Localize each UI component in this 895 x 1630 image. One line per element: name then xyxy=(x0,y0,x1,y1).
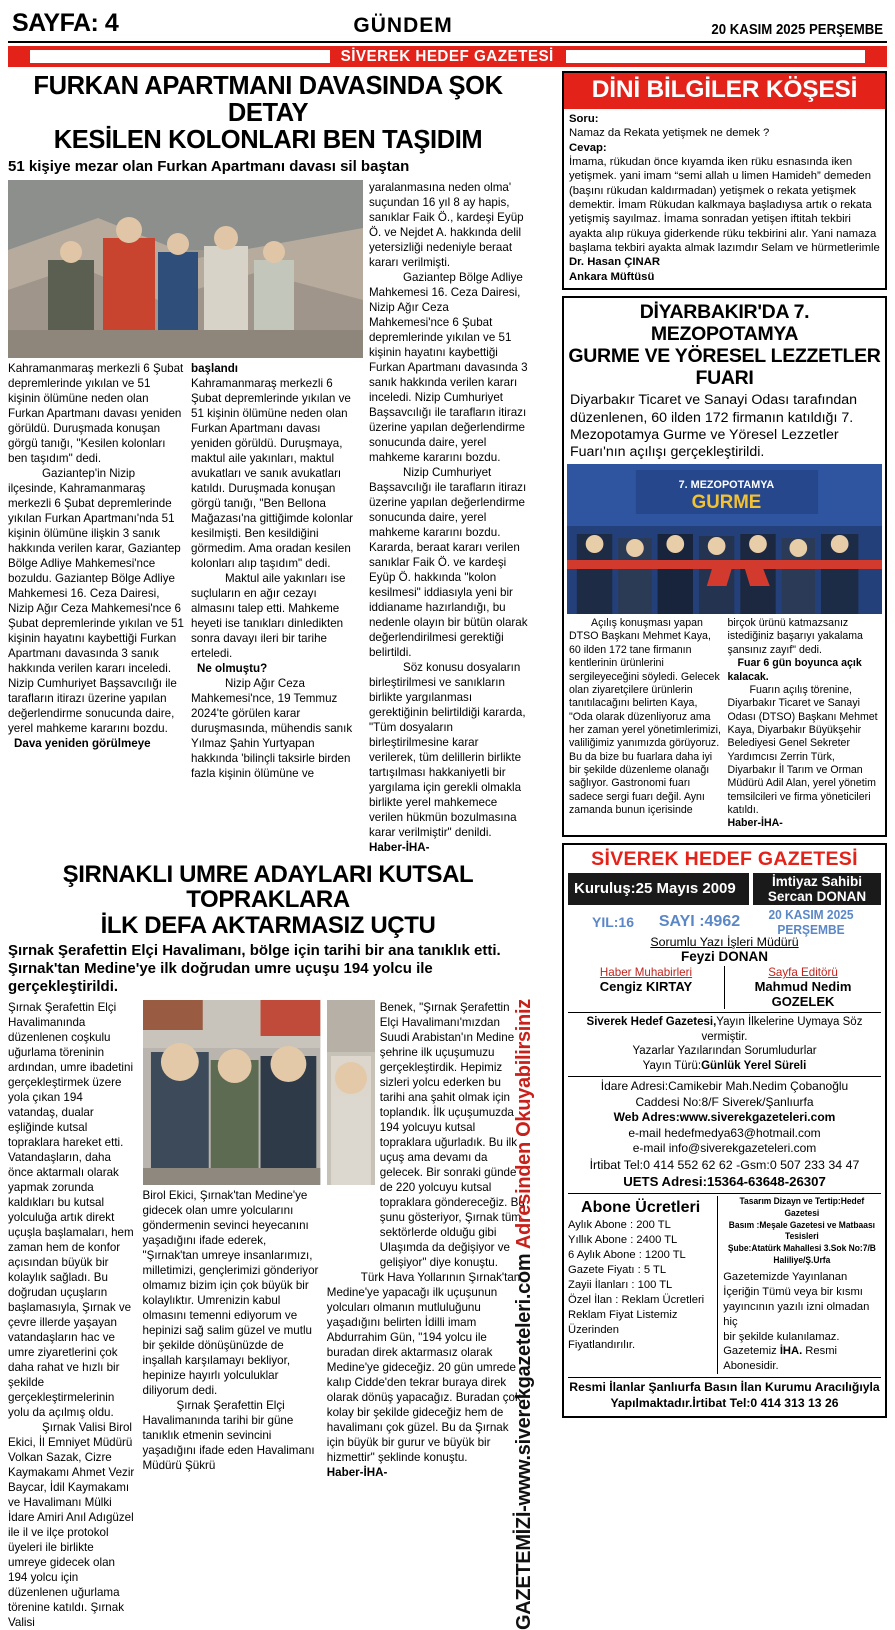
imprint-pledge-rest: Yayın İlkelerine Uymaya Söz vermiştir. xyxy=(701,1016,863,1043)
umre-side-photo xyxy=(327,1000,375,1185)
imprint-reporters-name: Cengiz KIRTAY xyxy=(599,979,693,995)
promo-vertical-text xyxy=(513,999,536,1630)
furkan-col-3 xyxy=(369,180,528,855)
article-umre-photo xyxy=(143,1000,320,1185)
headline-line-1: FURKAN APARTMANI DAVASINDA ŞOK DETAY xyxy=(33,72,503,128)
right-column xyxy=(513,71,887,1630)
imprint-year: YIL:16 xyxy=(591,914,634,931)
headline-line-2: KESİLEN KOLONLARI BEN TAŞIDIM xyxy=(53,126,483,155)
subscription-row: Fiyatlandırılır. xyxy=(568,1339,636,1352)
subscription-row: Yıllık Abone : 2400 TL xyxy=(568,1234,678,1247)
umre-col3-textwrap xyxy=(380,1000,528,1270)
umre-col3-top xyxy=(327,1000,528,1270)
iha-prefix: Gazetemiz xyxy=(723,1345,780,1358)
imprint-pledge-line1 xyxy=(568,1015,881,1044)
furkan-col1-p1: Kahramanmaraş merkezli 6 Şubat depremlerinde yıkılan ve 51 kişinin ölümüne neden olan Furkan Apartmanı davası yeniden görüldü. Duruşmada konuşan görgü tanığı, "Kesilen kolonları ben taşıdım" dedi. xyxy=(8,362,184,466)
diyarbakir-col2-p2: Fuarın açılış törenine, Diyarbakır Ticaret ve Sanayi Odası (DTSO) Başkanı Mehmet Kaya, Diyarbakır Büyükşehir Belediyesi Genel Sekreter Yardımcısı Zerrin Türk, Diyarbakır İl Tarım ve Orman Müdürü Adil Alan, yerel yönetim temsilcileri ve firma yöneticileri katıldı. xyxy=(727,683,878,816)
article-furkan-headline xyxy=(8,73,528,154)
imprint-divider-3 xyxy=(568,1193,881,1194)
left-column xyxy=(8,71,528,1630)
dini-body xyxy=(564,109,885,288)
imprint-editor-name: Feyzi DONAN xyxy=(680,949,768,965)
umre-col3-p1: Benek, "Şırnak Şerafettin Elçi Havalimanı'mızdan Suudi Arabistan'ın Medine şehrine ilk uçuşumuzu gerçekleştirdik. Hepimiz sizleri yolcu ederken bu tarihi ana şahit olmak için toplandık. İlk uçuşumuzda 194 yolcuyu kutsal topraklara uğurladık. Bu ilk uçuş ama devamı da gelecek. Bir sonraki günde de 220 yolcuyu kutsal topraklara göndereceğiz. Bu şunu gösteriyor, Şırnak tüm sektörlerde olduğu gibi Ulaşımda da değişiyor ve gelişiyor" diye konuştu. xyxy=(379,1001,525,1270)
imprint-address-line2: Caddesi No:8/F Siverek/Şanlıurfa xyxy=(635,1094,814,1109)
umre-col3-p2 xyxy=(327,1270,528,1465)
umre-col1-p1: Şırnak Şerafettin Elçi Havalimanında düzenlenen coşkulu uğurlama töreninin ardından, umre ibadetini gerçekleştirmek üzere yola çıkan 194 vatandaş, dualar eşliğinde kutsal topraklara hareket etti. Vatandaşların, daha önce aktarmalı olarak yapmak zorunda kaldıkları bu kutsal yolculuğa artık direkt uçuşla başlamaları, hem zaman hem de konfor açısından büyük bir kolaylık sağladı. Bu doğrudan uçuşların başlamasıyla, Şırnak ve çevre illerde yaşayan vatandaşların hac ve umre ziyaretlerini çok daha rahat ve hızlı bir şekilde gerçekleştirmelerinin yolu da açılmış oldu. xyxy=(8,1001,134,1420)
official-ads-line-2: Yapılmaktadır.İrtibat Tel:0 414 313 13 26 xyxy=(610,1395,839,1410)
article-umre-deck: Şırnak Şerafettin Elçi Havalimanı, bölge için tarihi bir ana tanıklık etti. Şırnak'tan Medine'ye ilk doğrudan umre uçuşu 194 yolcu ile gerçekleştirildi. xyxy=(8,942,501,996)
umre-col3-p2-text: Türk Hava Yollarının Şırnak'tan Medine'ye yapacağı ilk uçuşunun yolcuları olmanın mutluluğunu yaşadığını belirten İdilli imam Abdurrahim Gün, "194 yolcu ile buradan direk aktarmasız olarak Medine'ye gideceğiz. 20 gün umrede kalıp Cidde'den tekrar buraya direk olarak dönüş yapacağız. Buradan çok kolay bir şekilde gideceğiz hem de havalimanı çok güzel. Bu da Şırnak için büyük bir gurur ve büyük bir hizmettir" şeklinde konuştu. xyxy=(326,1271,521,1465)
diyarbakir-col2-p1: birçok ürünü katmazsanız istediğiniz başarıyı yakalama şansınız zayıf" dedi. xyxy=(727,617,863,656)
svg-text:7. MEZOPOTAMYA: 7. MEZOPOTAMYA xyxy=(678,479,775,492)
copyright-line-3: yayıncının yazılı izni olmadan hiç xyxy=(723,1301,870,1328)
umre-col1-p2: Şırnak Valisi Birol Ekici, İl Emniyet Müdürü Volkan Sazak, Cizre Kaymakamı Ahmet Vezir Baycar, İdil Kaymakamı ve Havalimanı Mülki İdare Amiri Anıl Adıgüzel ile il ve ilçe protokol üyeleri ile birlikte umreye gidecek olan 194 yolcu için düzenlenen uğurlama törenine katıldı. Şırnak Valisi xyxy=(8,1421,135,1630)
dini-answer: İmama, rükudan önce kıyamda iken rüku esnasında iken yetişmek. yani imam “semi allah u limen Hamideh” demeden (başını rükudan kaldırmadan) yetişmek o rekata yetişmek demektir. İmam Rükudan kalkmaya başladıysa artık o rekata yetişmiş sayılmaz. İmama sonradan yetişen iftitah tekbiri ayakta alıp rükuya giderkende rüku tekbirini alır. Yani namaza başlama tekbiri ayakta almak lazımdır Selam ve hürmetlerimle xyxy=(569,156,880,255)
page-main xyxy=(8,71,887,1630)
imprint-editor-label-u: Sorumlu Yazı İşleri Müdürü xyxy=(650,935,799,950)
copyright-line-2: İçeriğin Tümü veya bir kısmı xyxy=(723,1286,863,1299)
header-date: 20 KASIM 2025 PERŞEMBE xyxy=(711,21,883,38)
imprint-reporters xyxy=(568,966,725,1009)
imprint-address-line1: İdare Adresi:Camikebir Mah.Nedim Çobanoğlu xyxy=(600,1079,849,1094)
imprint-reporters-label: Haber Muhabirleri xyxy=(599,966,693,980)
diyarbakir-photo xyxy=(567,464,882,614)
diyarbakir-col2-bold: Fuar 6 gün boyunca açık kalacak. xyxy=(727,657,862,683)
article-furkan xyxy=(8,73,528,855)
diyarbakir-col-1 xyxy=(569,617,722,831)
article-furkan-photo xyxy=(8,180,363,358)
umre-col-2 xyxy=(143,1000,320,1630)
subscription-title: Abone Ücretleri xyxy=(581,1199,701,1217)
imprint-divider-2 xyxy=(568,1076,881,1077)
umre-col2-p1: Birol Ekici, Şırnak'tan Medine'ye gidecek olan umre yolcularını göndermenin sevinci heyecanını yaşadığını ifade ederek, "Şırnak'tan umreye insanlarımızı, milletimizi, gençlerimizi gönderiyor olmamız bizim için çok büyük bir kolaylıktır. Umrenizin kabul olmasını temenni ediyorum ve hepinizi sağ salim güzel ve mutlu bir şekilde dönüşünüzde de inşallah karşılamayı bekliyor, hepinize hayırlı yolculuklar diliyorum dedi. xyxy=(142,1189,319,1398)
furkan-col2-boldstart: başlandı xyxy=(191,362,239,376)
promo-red-text: Adresinden Okuyabilirsiniz xyxy=(513,999,535,1250)
subscription-row: Gazete Fiyatı : 5 TL xyxy=(568,1264,667,1277)
article-umre-headline xyxy=(8,862,528,938)
imprint-owner-label: İmtiyaz Sahibi xyxy=(771,873,863,889)
dini-title: DİNİ BİLGİLER KÖŞESİ xyxy=(564,73,885,109)
diyarbakir-credit: Haber-İHA- xyxy=(727,817,783,830)
section-title: GÜNDEM xyxy=(353,14,453,37)
imprint-title: SİVEREK HEDEF GAZETESİ xyxy=(591,847,858,870)
diyarbakir-columns xyxy=(564,614,885,835)
imprint-owner-name: Sercan DONAN xyxy=(767,888,867,904)
subscription-list xyxy=(568,1218,713,1353)
dini-answer-label: Cevap: xyxy=(569,141,607,154)
diyarbakir-col1-p1: Açılış konuşması yapan DTSO Başkanı Mehmet Kaya, 60 ilden 172 tane firmanın kentlerinin ürünlerini sergileyeceğini söyledi. Gelecek olan ziyaretçilere ürünlerin tanıtılacağını belirten Kaya, "Oda olarak düzenliyoruz ama her zaman yerel yönetimlerimizi, valiliğimiz yanımızda görüyoruz. Bu da bize bu fuarlara daha iyi bir şekilde düzenleme olanağı sağlıyor. Gastronomi fuarı sadece sergi fuarı değil. Aynı zamanda bunun içerisinde xyxy=(569,617,721,816)
subscription-row: Özel İlan : Reklam Ücretleri xyxy=(568,1294,705,1307)
dini-question-label: Soru: xyxy=(569,113,599,125)
right-content xyxy=(562,71,887,1630)
umre-headline-line-1: ŞIRNAKLI UMRE ADAYLARI KUTSAL TOPRAKLARA xyxy=(62,861,474,914)
imprint-divider-1 xyxy=(568,1012,881,1013)
furkan-col2-sub: Ne olmuştu? xyxy=(197,662,268,676)
diyarbakir-lead: Diyarbakır Ticaret ve Sanayi Odası tarafından düzenlenen, 60 ilden 172 firmanın katıldığı 7. Mezopotamya Gurme ve Yöresel Lezzetler Fuarı'nın açılışı gerçekleştirildi. xyxy=(570,392,858,460)
copyright-line-1: Gazetemizde Yayınlanan xyxy=(723,1271,848,1284)
imprint-editor-label xyxy=(568,935,881,949)
diyarbakir-fuar-box xyxy=(562,296,887,837)
dini-bilgiler-box xyxy=(562,71,887,290)
imprint-phone: İrtibat Tel:0 414 552 62 62 -Gsm:0 507 233 34 47 xyxy=(589,1158,860,1173)
subscription-block xyxy=(568,1196,718,1374)
imprint-web[interactable]: Web Adres:www.siverekgazeteleri.com xyxy=(613,1110,836,1125)
diyarbakir-headline-line-2: GURME VE YÖRESEL LEZZETLER FUARI xyxy=(568,344,881,389)
imprint-issue: SAYI :4962 xyxy=(658,913,741,931)
imprint-box xyxy=(562,843,887,1418)
page-number: SAYFA: 4 xyxy=(12,9,119,37)
copyright-line-4: bir şekilde kulanılamaz. xyxy=(723,1330,840,1343)
imprint-address xyxy=(568,1079,881,1190)
production-line-3: Şube:Atatürk Mahallesi 3.Sok No:7/B Haliliye/Ş.Urfa xyxy=(728,1243,877,1265)
dini-author: Dr. Hasan ÇINAR xyxy=(569,256,661,269)
imprint-page-editor-label: Sayfa Editörü xyxy=(768,966,838,980)
production-line-2: Basım :Meşale Gazetesi ve Matbaası Tesisleri xyxy=(728,1219,876,1242)
subscription-row: Aylık Abone : 200 TL xyxy=(568,1219,671,1232)
article-umre-columns xyxy=(8,1000,528,1630)
furkan-col1-p2: Gaziantep'in Nizip ilçesinde, Kahramanmaraş merkezli 6 Şubat depremlerinde yıkılan Furkan Apartmanı'nda 51 kişinin ölümüne ilişkin 3 sanık hakkında verilen karar, Gaziantep Bölge Adliye Mahkemesi'nce bozuldu. Gaziantep Bölge Adliye Mahkemesi 16. Ceza Dairesi, Nizip Ağır Ceza Mahkemesi'nce 6 Şubat depremlerinde yıkılan ve 51 kişinin hayatını kaybettiği Furkan Apartmanı davasında 3 sanık hakkında verilen kararı inceledi. Nizip Cumhuriyet Başsavcılığı ile tarafların itirazı üzerine yapılan değerlendirme sonucunda daire, yerel mahkeme kararını bozdu. xyxy=(8,467,184,736)
umre-col2-p2: Şırnak Şerafettin Elçi Havalimanında tarihi bir güne tanıklık etmenin sevincini yaşadığını ifade eden Havalimanı Müdürü Şükrü xyxy=(142,1399,315,1473)
imprint-meta-row xyxy=(568,907,881,937)
diyarbakir-headline-line-1: DİYARBAKIR'DA 7. MEZOPOTAMYA xyxy=(639,301,810,345)
furkan-credit: Haber-İHA- xyxy=(368,841,430,855)
furkan-col2-p2: Maktul aile yakınları ise suçluların en ağır cezayı almasını talep etti. Mahkeme heyeti ise tanıkları dinledikten sonra davayı ileri bir tarihe erteledi. xyxy=(191,572,346,661)
imprint-pledge-bold: Siverek Hedef Gazetesi, xyxy=(586,1016,717,1029)
imprint-bottom xyxy=(568,1196,881,1374)
imprint-owner xyxy=(753,873,881,906)
copyright-line-5 xyxy=(723,1344,881,1374)
masthead-band xyxy=(8,41,887,67)
production-line-1: Tasarım Dizayn ve Tertip:Hedef Gazetesi xyxy=(739,1196,865,1218)
imprint-pubtype-label: Yayın Türü: xyxy=(642,1059,702,1072)
imprint-pledge-line2: Yazarlar Yazılarından Sorumludurlar xyxy=(632,1045,817,1058)
furkan-col3-p4 xyxy=(369,660,528,855)
furkan-col1-bold: Dava yeniden görülmeye xyxy=(14,737,151,751)
subscription-row: Reklam Fiyat Listemiz Üzerinden xyxy=(568,1309,678,1337)
dini-author-title: Ankara Müftüsü xyxy=(569,270,655,283)
imprint-divider-4 xyxy=(568,1377,881,1378)
imprint-pubtype-value: Günlük Yerel Süreli xyxy=(701,1059,807,1072)
iha-suffix: Resmi Abonesidir. xyxy=(723,1345,837,1373)
promo-dark-text: GAZETEMİZİ-www.siverekgazeteleri.com xyxy=(513,1249,535,1630)
svg-text:GURME: GURME xyxy=(691,490,762,513)
iha-label: İHA. xyxy=(779,1345,803,1358)
band-right-fill xyxy=(566,50,866,63)
imprint-email-1[interactable]: e-mail hedefmedya63@hotmail.com xyxy=(628,1125,821,1140)
umre-headline-line-2: İLK DEFA AKTARMASIZ UÇTU xyxy=(100,911,436,939)
band-left-fill xyxy=(30,50,330,63)
diyarbakir-col-2 xyxy=(728,617,881,831)
article-furkan-columns xyxy=(8,180,528,855)
diyarbakir-headline xyxy=(564,298,885,391)
furkan-col3-p4-text: Söz konusu dosyaların birleştirilmesi ve sanıkların birlikte yargılanması gerektiğinin belirtildiği kararda, "Tüm dosyaların birleştirilmesine karar verilerek, tüm delillerin birlikte tartışılması hakkaniyetli bir yargılama için gerekli olmakla birlikte yerel mahkemece verilen hükmün bozulmasına karar verilmiştir" denildi. xyxy=(368,661,526,840)
production-block xyxy=(718,1196,881,1374)
page-header xyxy=(8,4,887,38)
imprint-email-2[interactable]: e-mail info@siverekgazeteleri.com xyxy=(632,1141,817,1156)
imprint-pledge-line3 xyxy=(568,1059,881,1073)
promo-vertical-strip xyxy=(513,71,562,1630)
official-ads-note xyxy=(568,1380,881,1412)
imprint-uets: UETS Adresi:15364-63648-26307 xyxy=(623,1174,826,1190)
copyright-note xyxy=(723,1270,881,1373)
imprint-page-editor xyxy=(725,966,881,1009)
dini-question: Namaz da Rekata yetişmek ne demek ? xyxy=(569,127,770,140)
imprint-page-editor-name: Mahmud Nedim GOZELEK xyxy=(754,979,852,1010)
article-furkan-deck: 51 kişiye mezar olan Furkan Apartmanı davası sil baştan xyxy=(8,158,410,176)
furkan-col2-p1: Kahramanmaraş merkezli 6 Şubat depremlerinde yıkılan ve 51 kişinin ölümüne neden olan Furkan Apartmanı davası yeniden görüldü. Duruşmaya, maktul aile yakınları, maktul avukatları ve sanık avukatları katıldı. Duruşmada konuşan görgü tanığı, "Ben Bellona Mağazası'na gittiğimde kolonlar kesilmişti. Ben kesildiğini görmedim. Ama oradan kesilen kolonları alıp taşıdım" dedi. xyxy=(191,377,354,571)
imprint-bar xyxy=(568,873,881,906)
imprint-staff xyxy=(568,966,881,1009)
umre-col-3 xyxy=(327,1000,528,1630)
furkan-col3-p1: yaralanmasına neden olma' suçundan 16 yıl 8 ay hapis, sanıklar Faik Ö., kardeşi Eyüp Ö. ve Nejdet A. hakkında delil yetersizliği nedeniyle beraat kararı verilmişti. xyxy=(368,181,524,270)
furkan-col3-p3: Nizip Cumhuriyet Başsavcılığı ile tarafların itirazı üzerine yapılan değerlendirme sonucunda daire, yerel mahkeme kararını bozdu. Kararda, beraat kararı verilen sanıklar Faik Ö. ve kardeşi Eyüp Ö. hakkında "kolon kesilmesi" iddiasıyla yeni bir iddianame hazırlandığı, bu nedenle olayın bir bütün olarak değerlendirilmesi gerektiği belirtildi. xyxy=(368,466,528,660)
umre-credit: Haber-İHA- xyxy=(326,1466,388,1480)
imprint-date: 20 KASIM 2025 PERŞEMBE xyxy=(768,907,854,938)
furkan-col2-p3: Nizip Ağır Ceza Mahkemesi'nce, 19 Temmuz 2024'te görülen karar duruşmasında, mühendis sanık Yılmaz Şahin Yurtyapan hakkında 'bilinçli taksirle birden fazla kişinin ölümüne ve xyxy=(191,677,353,781)
furkan-col-1 xyxy=(8,180,184,855)
newspaper-name: SİVEREK HEDEF GAZETESİ xyxy=(331,48,563,66)
article-umre xyxy=(8,862,528,1630)
imprint-pledge xyxy=(568,1015,881,1073)
official-ads-line-1: Resmi İlanlar Şanlıurfa Basın İlan Kurumu Aracılığıyla xyxy=(569,1379,880,1394)
imprint-founded: Kuruluş:25 Mayıs 2009 xyxy=(568,873,749,906)
umre-col-1 xyxy=(8,1000,136,1630)
subscription-row: Zayii İlanları : 100 TL xyxy=(568,1279,673,1292)
subscription-row: 6 Aylık Abone : 1200 TL xyxy=(568,1249,686,1262)
furkan-col3-p2: Gaziantep Bölge Adliye Mahkemesi 16. Ceza Dairesi, Nizip Ağır Ceza Mahkemesi'nce 6 Şubat depremlerinde yıkılan ve 51 kişinin hayatını kaybettiği Furkan Apartmanı davasında 3 sanık hakkında verilen kararı inceledi. Nizip Cumhuriyet Başsavcılığı ile tarafların itirazı üzerine yapılan değerlendirme sonucunda daire, yerel mahkeme kararını bozdu. xyxy=(368,271,528,465)
